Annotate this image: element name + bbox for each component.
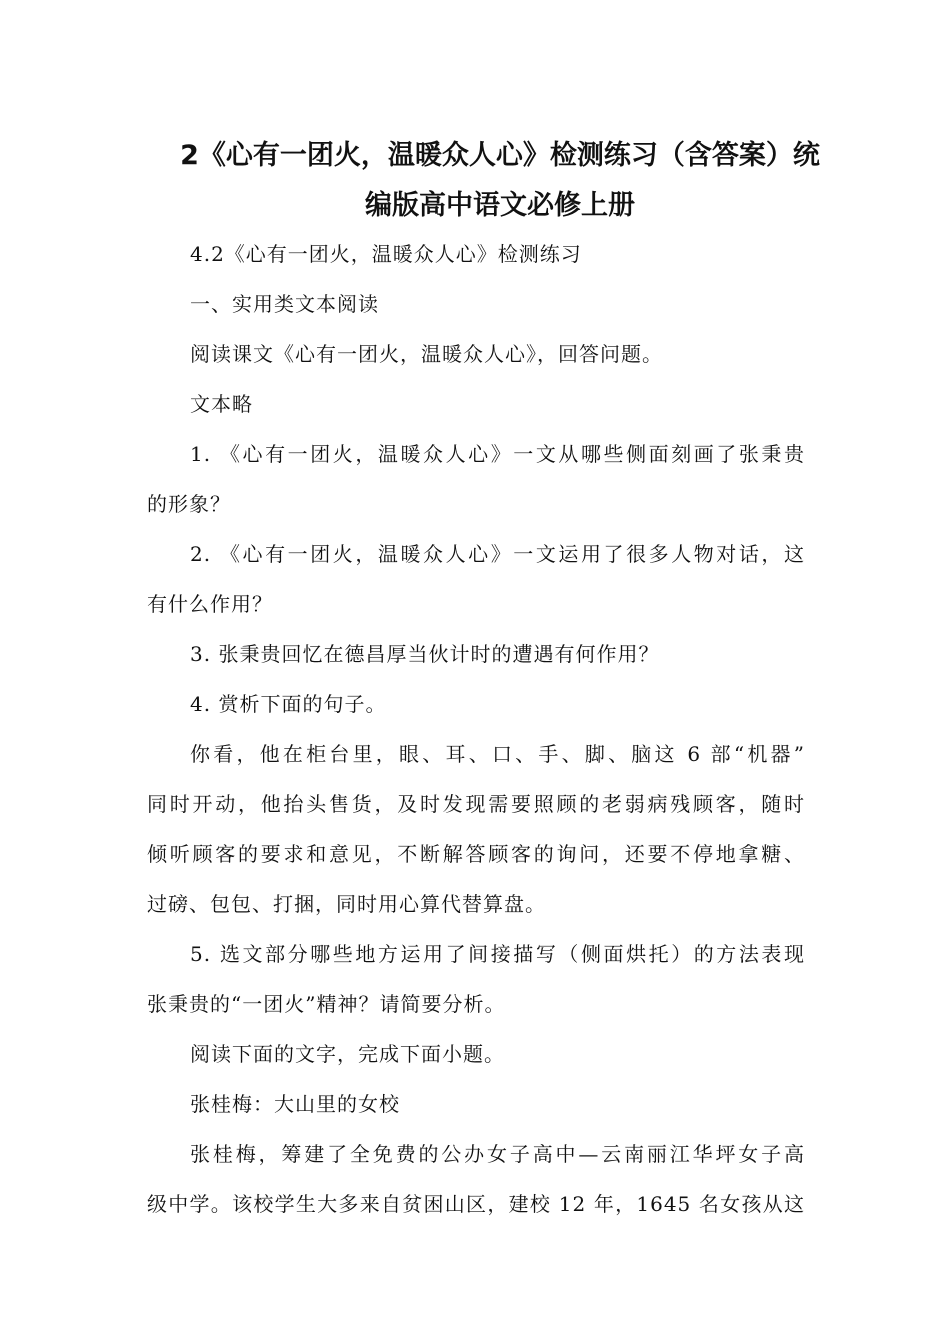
question-2-line-2: 有什么作用？ bbox=[147, 592, 273, 616]
article-line-2: 级中学。该校学生大多来自贫困山区，建校 12 年，1645 名女孩从这 bbox=[147, 1192, 805, 1216]
document-title-line-1: 2《心有一团火，温暖众人心》检测练习（含答案）统 bbox=[180, 140, 820, 171]
question-4: 4. 赏析下面的句子。 bbox=[190, 692, 387, 716]
quote-line-2: 同时开动，他抬头售货，及时发现需要照顾的老弱病残顾客，随时 bbox=[147, 792, 805, 816]
question-1-line-1: 1. 《心有一团火，温暖众人心》一文从哪些侧面刻画了张秉贵 bbox=[190, 442, 805, 466]
paragraph: 阅读下面的文字，完成下面小题。 bbox=[190, 1042, 505, 1066]
paragraph: 阅读课文《心有一团火，温暖众人心》，回答问题。 bbox=[190, 342, 663, 366]
question-3: 3. 张秉贵回忆在德昌厚当伙计时的遭遇有何作用？ bbox=[190, 642, 660, 666]
question-5-line-2: 张秉贵的“一团火”精神？请简要分析。 bbox=[147, 992, 506, 1016]
quote-line-1: 你看，他在柜台里，眼、耳、口、手、脚、脑这 6 部“机器” bbox=[190, 742, 805, 766]
question-2-line-1: 2. 《心有一团火，温暖众人心》一文运用了很多人物对话，这 bbox=[190, 542, 805, 566]
subtitle: 4.2《心有一团火，温暖众人心》检测练习 bbox=[190, 242, 582, 266]
document-title-line-2: 编版高中语文必修上册 bbox=[365, 190, 635, 221]
quote-line-3: 倾听顾客的要求和意见，不断解答顾客的询问，还要不停地拿糖、 bbox=[147, 842, 805, 866]
article-heading: 张桂梅：大山里的女校 bbox=[190, 1092, 400, 1116]
article-line-1: 张桂梅，筹建了全免费的公办女子高中—云南丽江华坪女子高 bbox=[190, 1142, 805, 1166]
question-5-line-1: 5. 选文部分哪些地方运用了间接描写（侧面烘托）的方法表现 bbox=[190, 942, 805, 966]
paragraph: 文本略 bbox=[190, 392, 253, 416]
question-1-line-2: 的形象？ bbox=[147, 492, 231, 516]
section-heading: 一、实用类文本阅读 bbox=[190, 292, 379, 316]
quote-line-4: 过磅、包包、打捆，同时用心算代替算盘。 bbox=[147, 892, 546, 916]
